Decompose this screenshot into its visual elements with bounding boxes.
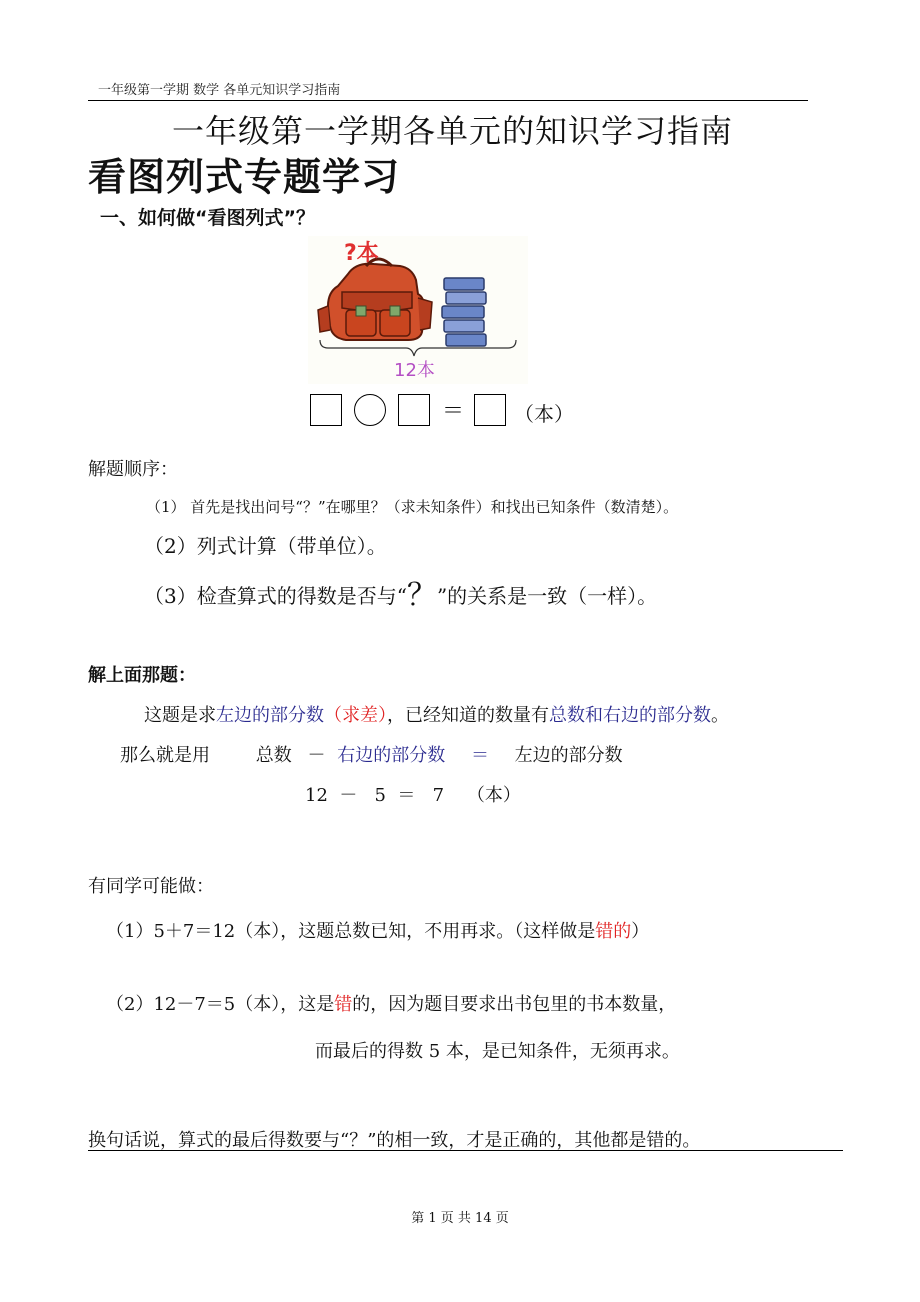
- text: 。: [711, 705, 729, 726]
- mistake-1: [106, 917, 649, 943]
- solution-equation: 12 － 5 ＝ 7 （本）: [305, 785, 521, 806]
- term-right-part: 右边的部分数: [337, 745, 446, 766]
- step-3: [144, 568, 657, 612]
- question-mark: ？: [406, 578, 437, 613]
- term-total: 总数: [255, 745, 292, 766]
- page-footer: 第 1 页 共 14 页: [411, 1211, 509, 1226]
- highlight-subtract: （求差）: [324, 705, 387, 726]
- text: 的，因为题目要求出书包里的书本数量，: [352, 994, 677, 1015]
- solution-line-1: [144, 701, 729, 727]
- section-heading: 一、如何做“看图列式”？: [100, 207, 315, 229]
- highlight-left-part: 左边的部分数: [216, 705, 324, 726]
- unit-label: （本）: [514, 402, 574, 426]
- highlight-known: 总数和右边的部分数: [549, 705, 711, 726]
- step-3-prefix: （3）检查算式的得数是否与“: [144, 584, 407, 608]
- answer-box: [474, 394, 506, 426]
- blank-box: [398, 394, 430, 426]
- question-label: ?本: [344, 241, 379, 266]
- page-title: 一年级第一学期各单元的知识学习指南: [172, 112, 734, 150]
- page-subtitle: 看图列式专题学习: [88, 155, 401, 199]
- mistakes-heading: 有同学可能做：: [88, 876, 214, 897]
- step-2: （2）列式计算（带单位）。: [144, 534, 387, 558]
- equals-sign: ＝: [470, 745, 489, 766]
- term-left-part: 左边的部分数: [514, 745, 623, 766]
- wrong-label: 错: [334, 994, 353, 1015]
- text: （1）5＋7＝12（本），这题总数已知，不用再求。（这样做是: [106, 921, 596, 942]
- header-rule: [88, 100, 808, 101]
- wrong-label: 错的: [595, 921, 632, 942]
- step-3-suffix: ”的关系是一致（一样）。: [436, 584, 658, 608]
- total-label: 12本: [394, 360, 435, 381]
- mistake-2-line-2: 而最后的得数 5 本，是已知条件，无须再求。: [315, 1041, 680, 1062]
- step-1: （1） 首先是找出问号“？”在哪里？（求未知条件）和找出已知条件（数清楚）。: [146, 498, 679, 516]
- text: ，已经知道的数量有: [387, 705, 549, 726]
- text: 这题是求: [144, 705, 216, 726]
- problem-illustration: [308, 236, 528, 388]
- minus-sign: －: [307, 745, 326, 766]
- steps-heading: 解题顺序：: [88, 459, 178, 480]
- solution-heading: 解上面那题：: [88, 665, 196, 686]
- mistake-2: [106, 990, 676, 1016]
- running-header: 一年级第一学期 数学 各单元知识学习指南: [98, 83, 341, 98]
- text: ）: [631, 921, 650, 942]
- books-icon: [442, 278, 486, 346]
- conclusion-rule: [88, 1150, 843, 1151]
- text: （2）12－7＝5（本），这是: [106, 994, 335, 1015]
- text: 那么就是用: [120, 745, 210, 766]
- blank-box: [310, 394, 342, 426]
- solution-line-2: [120, 741, 623, 767]
- operator-circle: [354, 394, 386, 426]
- equals-sign: ＝: [442, 399, 465, 424]
- conclusion: 换句话说，算式的最后得数要与“？”的相一致，才是正确的，其他都是错的。: [88, 1130, 701, 1151]
